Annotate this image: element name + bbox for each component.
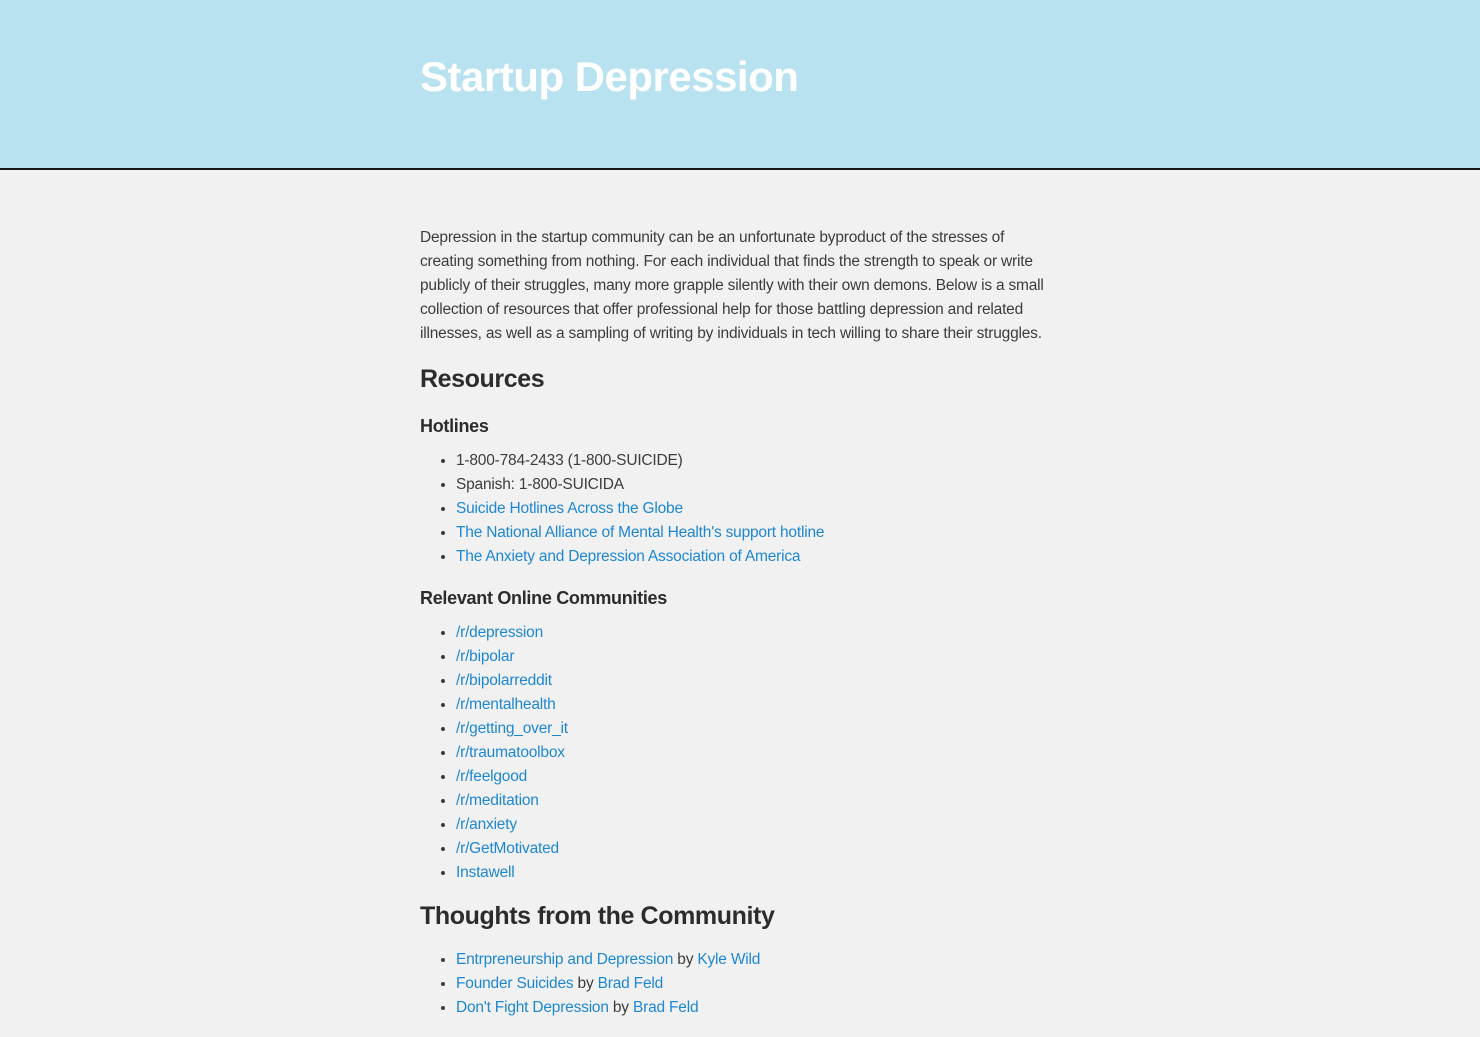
link[interactable]: Kyle Wild xyxy=(697,950,761,968)
resources-heading: Resources xyxy=(420,365,545,393)
link[interactable]: /r/feelgood xyxy=(456,768,528,786)
communities-heading: Relevant Online Communities xyxy=(420,587,667,608)
link[interactable]: /r/depression xyxy=(456,624,544,642)
main-content xyxy=(420,226,1060,1020)
thoughts-heading: Thoughts from the Community xyxy=(420,902,775,931)
link[interactable]: /r/meditation xyxy=(456,792,539,810)
link[interactable]: The Anxiety and Depression Association of America xyxy=(456,547,801,565)
list-item xyxy=(456,449,1060,473)
list-item xyxy=(456,473,1060,497)
link[interactable]: Don't Fight Depression xyxy=(456,998,609,1016)
link[interactable]: Suicide Hotlines Across the Globe xyxy=(456,499,683,517)
static-text: by xyxy=(673,950,698,968)
list-item xyxy=(456,861,1060,885)
static-text: 1-800-784-2433 (1-800-SUICIDE) xyxy=(456,451,683,469)
hotlines-list xyxy=(420,449,1060,569)
link[interactable]: Instawell xyxy=(456,864,515,882)
page-header xyxy=(0,0,1480,170)
list-item xyxy=(456,789,1060,813)
thoughts-list xyxy=(420,948,1060,1020)
list-item xyxy=(456,545,1060,569)
link[interactable]: /r/anxiety xyxy=(456,816,517,834)
list-item xyxy=(456,693,1060,717)
static-text: by xyxy=(573,974,598,992)
list-item xyxy=(456,621,1060,645)
link[interactable]: Entrpreneurship and Depression xyxy=(456,950,674,968)
link[interactable]: /r/bipolarreddit xyxy=(456,672,552,690)
list-item xyxy=(456,497,1060,521)
list-item xyxy=(456,717,1060,741)
link[interactable]: Brad Feld xyxy=(632,998,699,1016)
list-item xyxy=(456,837,1060,861)
static-text: by xyxy=(608,998,633,1016)
static-text: Spanish: 1-800-SUICIDA xyxy=(456,475,624,493)
communities-list xyxy=(420,621,1060,885)
list-item xyxy=(456,996,1060,1020)
link[interactable]: Brad Feld xyxy=(597,974,664,992)
intro-paragraph: Depression in the startup community can be an unfortunate byproduct of the stresses of creating something from nothing. For each individual that finds the strength to speak or write publicly of their struggles, many more grapple silently with their own demons. Below is a small collection of resources that offer professional help for those battling depression and related illnesses, as well as a sampling of writing by individuals in tech willing to share their struggles. xyxy=(420,229,1044,342)
list-item xyxy=(456,521,1060,545)
list-item xyxy=(456,813,1060,837)
hotlines-heading: Hotlines xyxy=(420,416,489,437)
link[interactable]: The National Alliance of Mental Health's support hotline xyxy=(456,523,825,541)
list-item xyxy=(456,765,1060,789)
list-item xyxy=(456,972,1060,996)
list-item xyxy=(456,948,1060,972)
list-item xyxy=(456,645,1060,669)
link[interactable]: Founder Suicides xyxy=(456,974,574,992)
link[interactable]: /r/getting_over_it xyxy=(456,720,568,738)
link[interactable]: /r/traumatoolbox xyxy=(456,744,565,762)
list-item xyxy=(456,741,1060,765)
link[interactable]: /r/bipolar xyxy=(456,648,515,666)
list-item xyxy=(456,669,1060,693)
link[interactable]: /r/mentalhealth xyxy=(456,696,556,714)
page-title: Startup Depression xyxy=(420,53,799,100)
link[interactable]: /r/GetMotivated xyxy=(456,840,559,858)
